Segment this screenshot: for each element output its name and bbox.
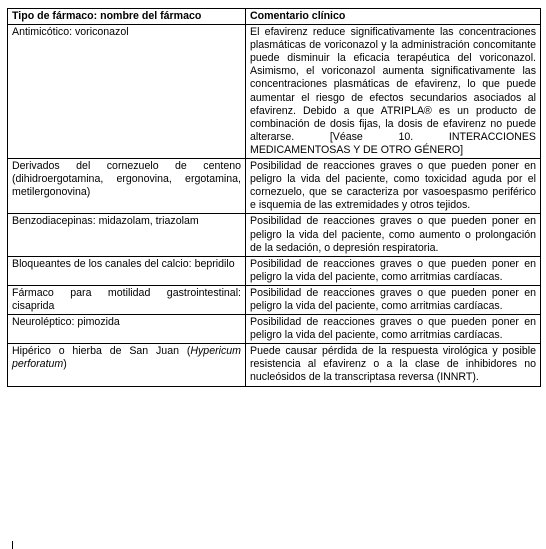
drug-cell: Derivados del cornezuelo de centeno (dihidroergotamina, ergonovina, ergotamina, metilergonovina): [8, 159, 246, 214]
table-row: [8, 25, 541, 159]
table-row: [8, 214, 541, 256]
drug-interaction-table: [7, 8, 541, 387]
comment-cell: Posibilidad de reacciones graves o que pueden poner en peligro la vida del paciente, como arritmias cardíacas.: [246, 256, 541, 285]
comment-cell: Posibilidad de reacciones graves o que pueden poner en peligro la vida del paciente, como arritmias cardíacas.: [246, 285, 541, 314]
comment-cell: Puede causar pérdida de la respuesta virológica y posible resistencia al efavirenz o a la clase de inhibidores no nucleósidos de la transcriptasa reversa (INNRT).: [246, 344, 541, 386]
header-clinical-comment: Comentario clínico: [246, 9, 541, 25]
table-row: [8, 315, 541, 344]
drug-cell: Neuroléptico: pimozida: [8, 315, 246, 344]
table-row: [8, 256, 541, 285]
table-header-row: [8, 9, 541, 25]
drug-name-suffix: ): [63, 358, 67, 371]
comment-cell: Posibilidad de reacciones graves o que pueden poner en peligro la vida del paciente, como arritmias cardíacas.: [246, 315, 541, 344]
comment-cell: El efavirenz reduce significativamente las concentraciones plasmáticas de voriconazol y la administración concomitante puede disminuir la eficacia terapéutica del voriconazol. Asimismo, el voriconazol aumenta significativamente las concentraciones plasmáticas de efavirenz, lo que puede aumentar el riesgo de efectos secundarios asociados al efavirenz. Debido a que ATRIPLA® es un producto de combinación de dosis fijas, la dosis de efavirenz no puede alterarse. [Véase 10. INTERACCIONES MEDICAMENTOSAS Y DE OTRO GÉNERO]: [246, 25, 541, 159]
header-drug-type: Tipo de fármaco: nombre del fármaco: [8, 9, 246, 25]
drug-cell: Antimicótico: voriconazol: [8, 25, 246, 159]
drug-cell: Benzodiacepinas: midazolam, triazolam: [8, 214, 246, 256]
table-row: [8, 344, 541, 386]
drug-cell: [8, 344, 246, 386]
comment-cell: Posibilidad de reacciones graves o que pueden poner en peligro la vida del paciente, como toxicidad aguda por el cornezuelo, que se caracteriza por vasoespasmo periférico e isquemia de las extremidades y otros tejidos.: [246, 159, 541, 214]
drug-cell: Bloqueantes de los canales del calcio: bepridilo: [8, 256, 246, 285]
text-cursor: [12, 541, 13, 549]
table-row: [8, 159, 541, 214]
drug-name-scientific: Hypericum perforatum: [12, 345, 241, 371]
table-row: [8, 285, 541, 314]
drug-cell: Fármaco para motilidad gastrointestinal: cisaprida: [8, 285, 246, 314]
comment-cell: Posibilidad de reacciones graves o que pueden poner en peligro la vida del paciente, como aumento o prolongación de la sedación, o depresión respiratoria.: [246, 214, 541, 256]
drug-name-prefix: Hipérico o hierba de San Juan (: [12, 345, 191, 358]
